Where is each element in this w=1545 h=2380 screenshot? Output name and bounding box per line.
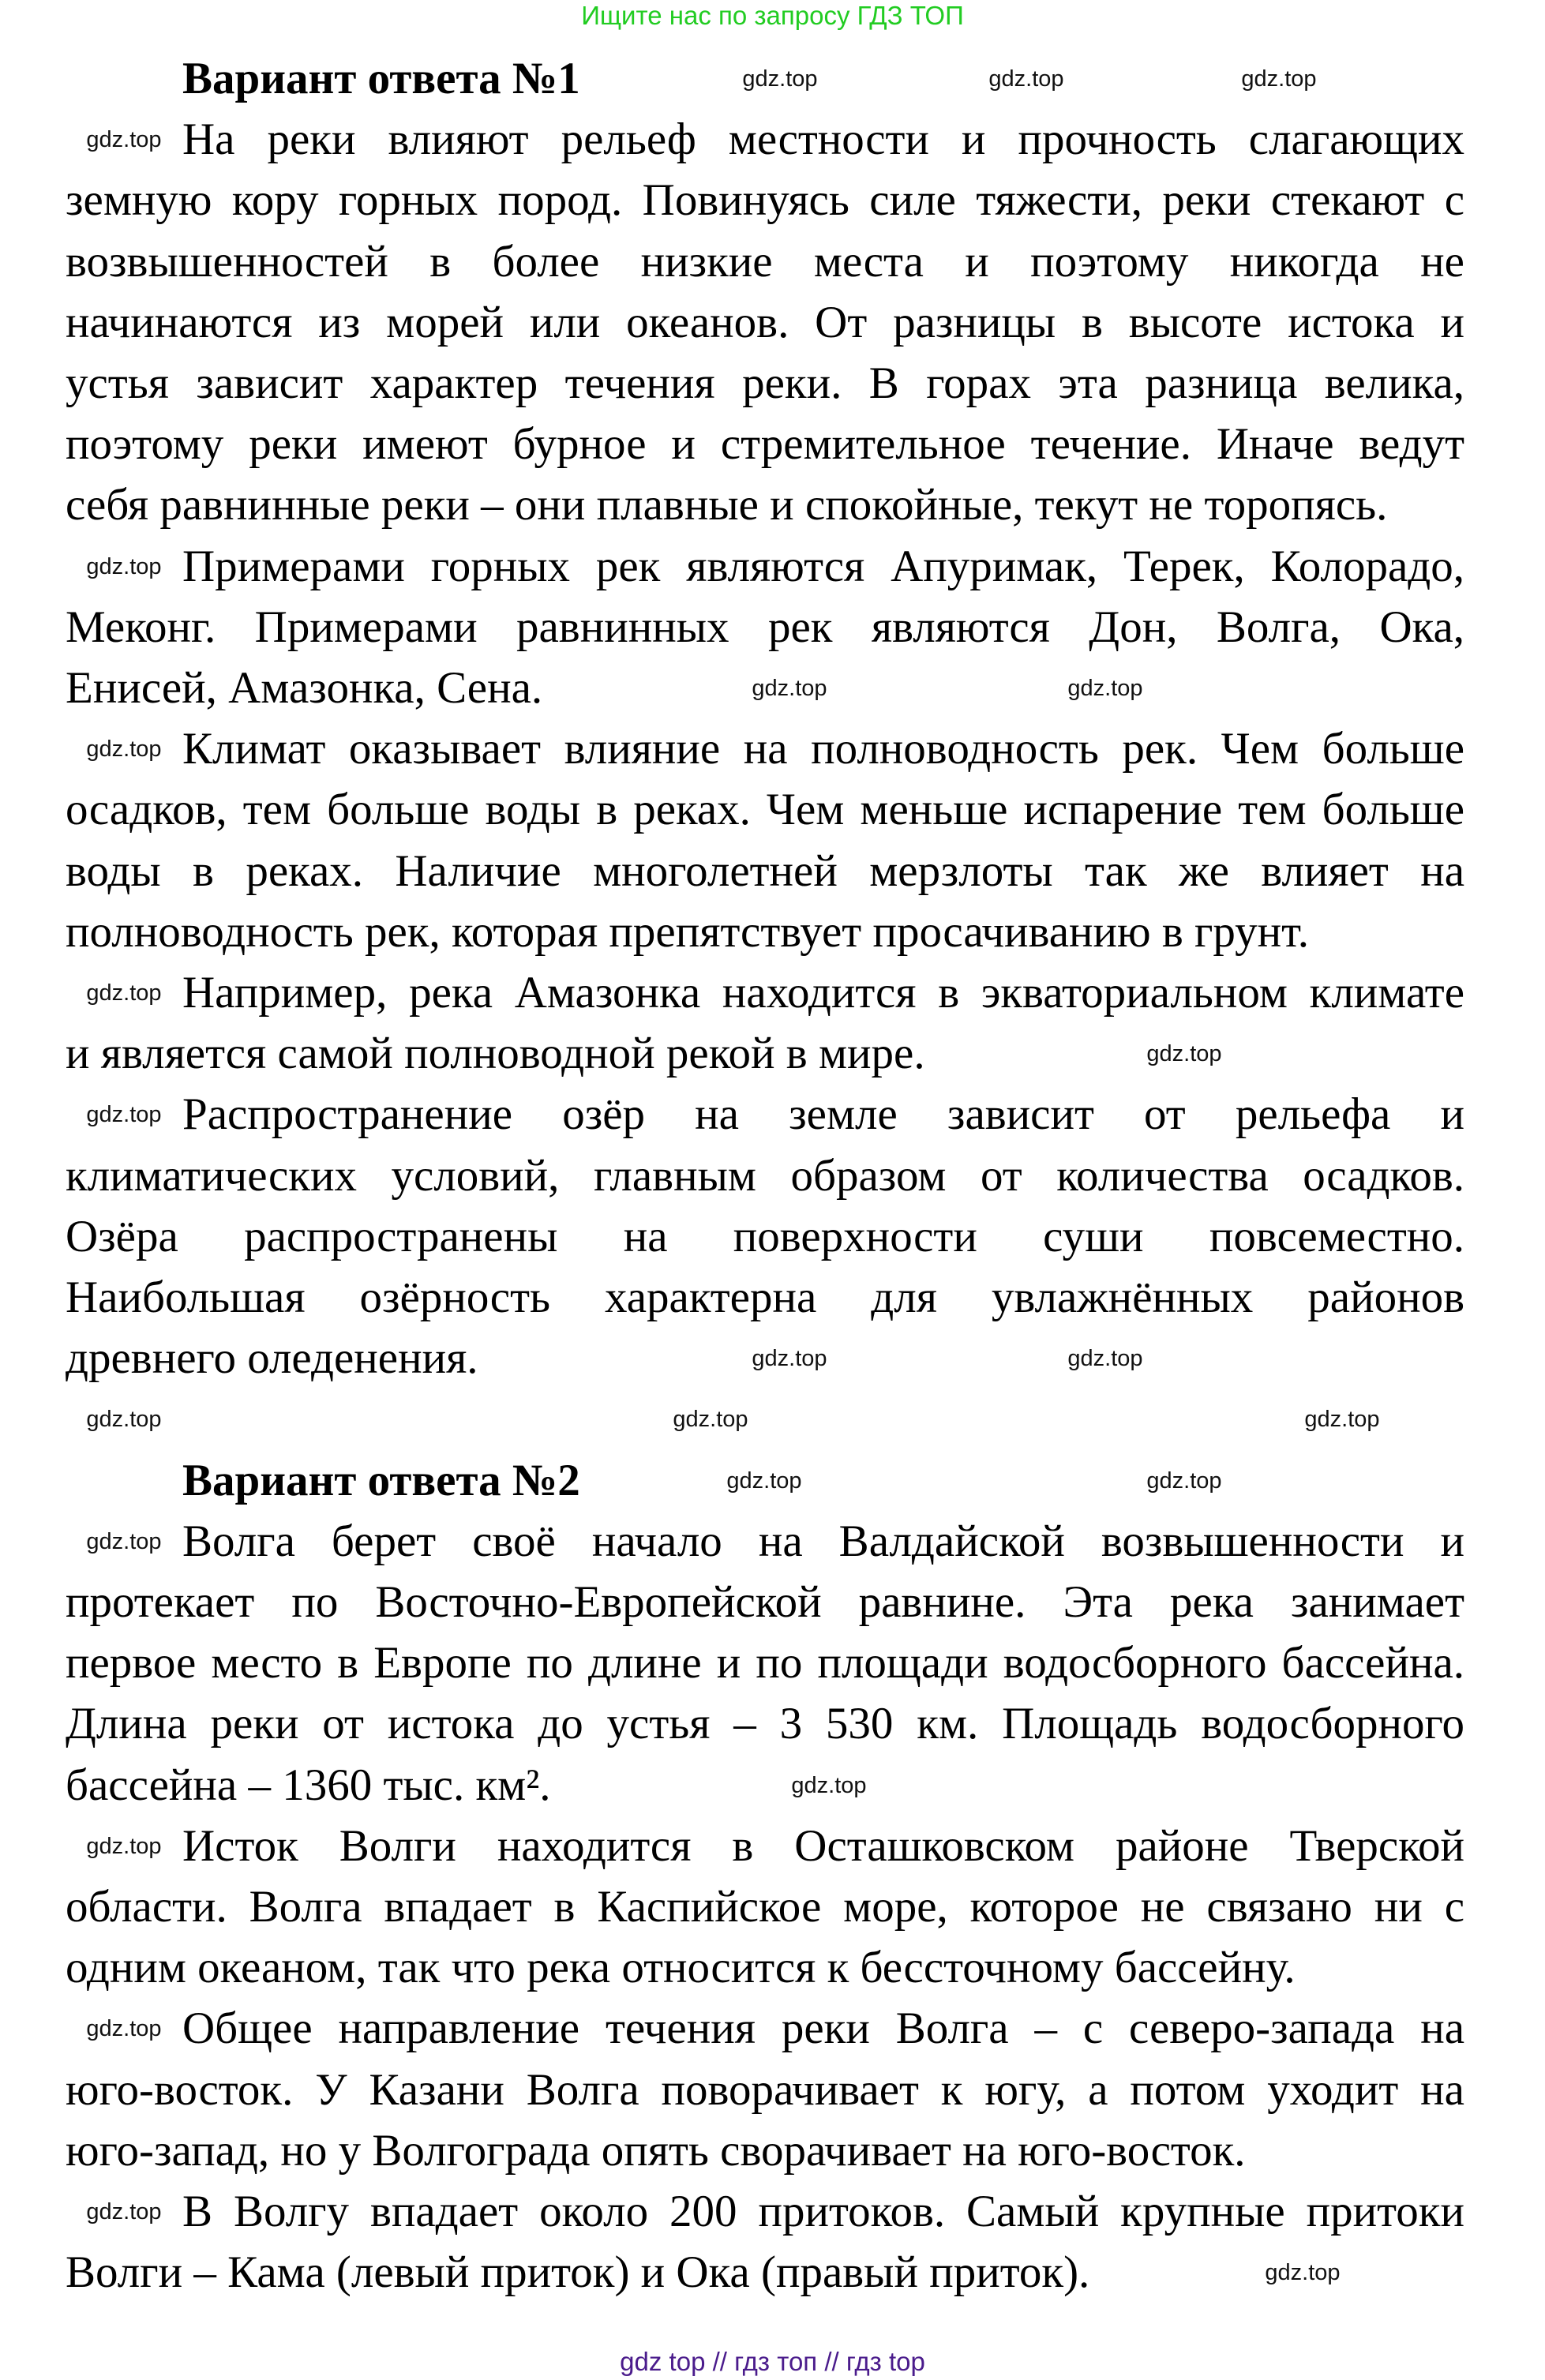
paragraph-line: На реки влияют рельеф местности и прочность слагающих <box>182 114 1464 165</box>
watermark-text: gdz.top <box>86 1529 162 1554</box>
paragraph-line: Общее направление течения реки Волга – с северо-запада на <box>182 2003 1464 2054</box>
paragraph-line: осадков, тем больше воды в реках. Чем меньше испарение тем больше <box>66 785 1464 835</box>
watermark-text: gdz.top <box>752 1346 827 1371</box>
watermark-text: gdz.top <box>86 2016 162 2041</box>
watermark-text: gdz.top <box>988 66 1064 92</box>
section-heading: Вариант ответа №2 <box>182 1455 580 1505</box>
watermark-text: gdz.top <box>1146 1468 1222 1494</box>
paragraph-line: Волга берет своё начало на Валдайской возвышенности и <box>182 1516 1464 1566</box>
paragraph-line: протекает по Восточно-Европейской равнине. Эта река занимает <box>66 1577 1464 1627</box>
top-banner: Ищите нас по запросу ГДЗ ТОП <box>581 1 964 30</box>
paragraph-line: Наибольшая озёрность характерна для увлажнённых районов <box>66 1272 1464 1322</box>
paragraph-line: Длина реки от истока до устья – 3 530 км. Площадь водосборного <box>66 1699 1464 1749</box>
paragraph-line: Енисей, Амазонка, Сена. <box>66 663 543 713</box>
watermark-text: gdz.top <box>1146 1041 1222 1066</box>
paragraph-line: области. Волга впадает в Каспийское море, которое не связано ни с <box>66 1882 1464 1932</box>
paragraph-line: земную кору горных пород. Повинуясь силе тяжести, реки стекают с <box>66 175 1464 226</box>
watermark-text: gdz.top <box>1265 2260 1341 2285</box>
watermark-text: gdz.top <box>742 66 818 92</box>
watermark-text: gdz.top <box>726 1468 802 1494</box>
paragraph-line: Меконг. Примерами равнинных рек являются Дон, Волга, Ока, <box>66 602 1464 652</box>
paragraph-line: Примерами горных рек являются Апуримак, Терек, Колорадо, <box>182 541 1464 591</box>
watermark-text: gdz.top <box>86 127 162 152</box>
watermark-text: gdz.top <box>752 676 827 701</box>
paragraph-line: и является самой полноводной рекой в мире. <box>66 1029 925 1079</box>
paragraph-line: начинаются из морей или океанов. От разницы в высоте истока и <box>66 297 1464 347</box>
paragraph-line: климатических условий, главным образом от количества осадков. <box>66 1150 1464 1201</box>
watermark-text: gdz.top <box>1067 1346 1143 1371</box>
watermark-text: gdz.top <box>1067 676 1143 701</box>
watermark-text: gdz.top <box>86 2199 162 2224</box>
bottom-banner: gdz top // гдз топ // гдз top <box>620 2347 925 2376</box>
paragraph-line: устья зависит характер течения реки. В горах эта разница велика, <box>66 358 1464 408</box>
watermark-text: gdz.top <box>86 1407 162 1432</box>
paragraph-line: Климат оказывает влияние на полноводность рек. Чем больше <box>182 724 1464 774</box>
paragraph-line: древнего оледенения. <box>66 1333 478 1384</box>
paragraph-line: бассейна – 1360 тыс. км². <box>66 1760 551 1810</box>
paragraph-line: Волги – Кама (левый приток) и Ока (правый приток). <box>66 2247 1090 2298</box>
paragraph-line: себя равнинные реки – они плавные и спокойные, текут не торопясь. <box>66 480 1388 530</box>
watermark-text: gdz.top <box>1304 1407 1380 1432</box>
paragraph-line: юго-запад, но у Волгограда опять сворачивает на юго-восток. <box>66 2125 1246 2176</box>
paragraph-line: Например, река Амазонка находится в экваториальном климате <box>182 968 1464 1018</box>
paragraph-line: В Волгу впадает около 200 притоков. Самый крупные притоки <box>182 2187 1464 2236</box>
paragraph-line: воды в реках. Наличие многолетней мерзлоты так же влияет на <box>66 845 1464 896</box>
paragraph-line: первое место в Европе по длине и по площади водосборного бассейна. <box>66 1638 1464 1688</box>
paragraph-line: юго-восток. У Казани Волга поворачивает к югу, а потом уходит на <box>66 2064 1464 2115</box>
watermark-text: gdz.top <box>86 736 162 762</box>
paragraph-line: Исток Волги находится в Осташковском районе Тверской <box>182 1820 1464 1871</box>
watermark-text: gdz.top <box>86 554 162 579</box>
watermark-text: gdz.top <box>86 1834 162 1859</box>
watermark-text: gdz.top <box>673 1407 748 1432</box>
paragraph-line: поэтому реки имеют бурное и стремительное течение. Иначе ведут <box>66 419 1464 470</box>
section-heading: Вариант ответа №1 <box>182 54 580 103</box>
watermark-text: gdz.top <box>791 1773 867 1798</box>
watermark-text: gdz.top <box>86 980 162 1006</box>
paragraph-line: Распространение озёр на земле зависит от рельефа и <box>182 1089 1464 1140</box>
paragraph-line: полноводность рек, которая препятствует просачиванию в грунт. <box>66 906 1310 957</box>
paragraph-line: одним океаном, так что река относится к бессточному бассейну. <box>66 1943 1296 1993</box>
watermark-text: gdz.top <box>1241 66 1317 92</box>
paragraph-line: возвышенностей в более низкие места и поэтому никогда не <box>66 236 1464 287</box>
watermark-text: gdz.top <box>86 1102 162 1127</box>
paragraph-line: Озёра распространены на поверхности суши повсеместно. <box>66 1211 1464 1261</box>
